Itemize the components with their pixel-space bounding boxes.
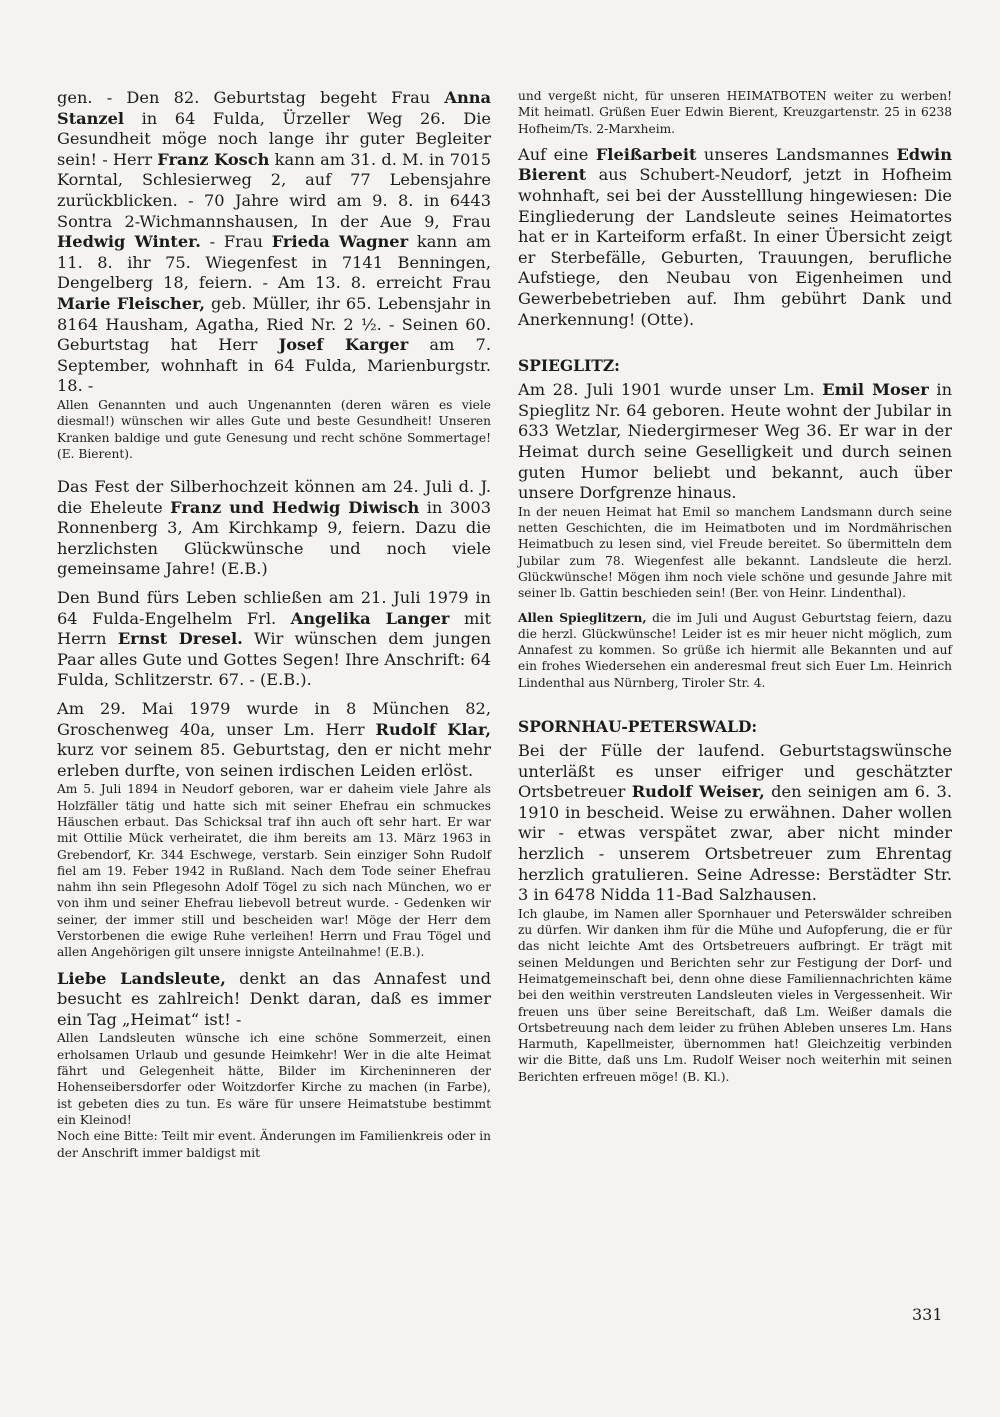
annafest-paragraph: Liebe Landsleute, denkt an das Annafest und besucht es zahlreich! Denkt daran, daß es immer ein Tag „Heimat“ ist! - (57, 968, 491, 1029)
section-heading-spieglitz: SPIEGLITZ: (518, 356, 620, 376)
obituary-paragraph: Am 29. Mai 1979 wurde in 8 München 82, Groschenweg 40a, unser Lm. Herr Rudolf Klar, kurz vor seinem 85. Geburtstag, den er nicht mehr erleben durfte, von seinen irdischen Leiden erlöst. (57, 699, 491, 780)
right-column (518, 88, 952, 1085)
wishes-paragraph: Allen Genannten und auch Ungenannten (deren wären es viele diesmal!) wünschen wir alles Gute und beste Gesundheit! Unseren Kranken baldige und gute Genesung und recht schöne Sommertage! (E. Bierent). (57, 397, 491, 461)
continuation-paragraph: und vergeßt nicht, für unseren HEIMATBOTEN weiter zu werben! Mit heimatl. Grüßen Euer Edwin Bierent, Kreuzgartenstr. 25 in 6238 Hofheim/Ts. 2-Marxheim. (518, 89, 952, 136)
spieglitzer-greeting-paragraph: Allen Spieglitzern, die im Juli und August Geburtstag feiern, dazu die herzl. Glückwünsche! Leider ist es mir heuer nicht möglich, zum Annafest zu kommen. So grüße ich hiermit alle Bekannten und auf ein frohes Wiedersehen ein anderesmal freut sich Euer Lm. Heinrich Lindenthal aus Nürnberg, Tiroler Str. 4. (518, 610, 952, 690)
section-heading-spornhau: SPORNHAU-PETERSWALD: (518, 717, 758, 737)
silver-wedding-paragraph: Das Fest der Silberhochzeit können am 24. Juli d. J. die Eheleute Franz und Hedwig Diwisch in 3003 Ronnenberg 3, Am Kirchkamp 9, feiern. Dazu die herzlichsten Glückwünsche und noch viele gemeinsame Jahre! (E.B.) (57, 477, 491, 579)
weiser-paragraph: Bei der Fülle der laufend. Geburtstagswünsche unterläßt es unser eifriger und geschätzter Ortsbetreuer Rudolf Weiser, den seinigen am 6. 3. 1910 in bescheid. Weise zu erwähnen. Daher wollen wir - etwas verspätet zwar, aber nicht minder herzlich - unserem Ortsbetreuer zum Ehrentag herzlich gratulieren. Seine Adresse: Berstädter Str. 3 in 6478 Nidda 11-Bad Salzhausen. (518, 741, 952, 905)
obituary-detail-paragraph: Am 5. Juli 1894 in Neudorf geboren, war er daheim viele Jahre als Holzfäller tätig und hatte sich mit seiner Ehefrau ein schmuckes Häuschen erbaut. Das Schicksal traf ihn auch oft sehr hart. Er war mit Ottilie Mück verheiratet, die ihm bereits am 13. März 1963 in Grebendorf, Kr. 344 Eschwege, verstarb. Sein einziger Sohn Rudolf fiel am 19. Feber 1942 in Rußland. Nach dem Tode seiner Ehefrau nahm ihn sein Pflegesohn Adolf Tögel zu sich nach München, wo er von ihm und seiner Ehefrau liebevoll betreut wurde. - Gedenken wir seiner, der immer still und bescheiden war! Möge der Herr dem Verstorbenen die ewige Ruhe verleihen! Herrn und Frau Tögel und allen Angehörigen gilt unsere innigste Anteilnahme! (E.B.). (57, 782, 491, 960)
moser-detail-paragraph: In der neuen Heimat hat Emil so manchem Landsmann durch seine netten Geschichten, die im Heimatboten und im Nordmährischen Heimatbuch zu lesen sind, viel Freude bereitet. So übermitteln dem Jubilar zum 78. Wiegenfest alle bekannt. Landsleute die herzl. Glückwünsche! Mögen ihm noch viele schöne und gesunde Jahre mit seiner lb. Gattin beschieden sein! (Ber. von Heinr. Lindenthal). (518, 504, 952, 601)
engagement-paragraph: Den Bund fürs Leben schließen am 21. Juli 1979 in 64 Fulda-Engelhelm Frl. Angelika Langer mit Herrn Ernst Dresel. Wir wünschen dem jungen Paar alles Gute und Gottes Segen! Ihre Anschrift: 64 Fulda, Schlitzerstr. 67. - (E.B.). (57, 588, 491, 690)
fleissarbeit-paragraph: Auf eine Fleißarbeit unseres Landsmannes Edwin Bierent aus Schubert-Neudorf, jetzt in Hofheim wohnhaft, sei bei der Ausstelllung hingewiesen: Die Eingliederung der Landsleute seines Heimatortes hat er in Karteiform erfaßt. In einer Übersicht zeigt er Sterbefälle, Geburten, Trauungen, berufliche Aufstiege, den Neubau von Eigenheimen und Gewerbebetrieben auf. Ihm gebührt Dank und Anerkennung! (Otte). (518, 144, 952, 329)
page-number: 331 (912, 1305, 943, 1324)
birthday-paragraph: gen. - Den 82. Geburtstag begeht Frau Anna Stanzel in 64 Fulda, Ürzeller Weg 26. Die Gesundheit möge noch lange ihr guter Begleiter sein! - Herr Franz Kosch kann am 31. d. M. in 7015 Korntal, Schlesierweg 2, auf 77 Lebensjahre zurückblicken. - 70 Jahre wird am 9. 8. in 6443 Sontra 2-Wichmannshausen, In der Aue 9, Frau Hedwig Winter. - Frau Frieda Wagner kann am 11. 8. ihr 75. Wiegenfest in 7141 Benningen, Dengelberg 18, feiern. - Am 13. 8. erreicht Frau Marie Fleischer, geb. Müller, ihr 65. Lebensjahr in 8164 Hausham, Agatha, Ried Nr. 2 ½. - Seinen 60. Geburtstag hat Herr Josef Karger am 7. September, wohnhaft in 64 Fulda, Marienburgstr. 18. - (57, 88, 492, 396)
weiser-detail-paragraph: Ich glaube, im Namen aller Spornhauer und Peterswälder schreiben zu dürfen. Wir danken ihm für die Mühe und Aufopferung, die er für das nicht leichte Amt des Ortsbetreuers aufbringt. Er trägt mit seinen Meldungen und Berichten sehr zur Festigung der Dorf- und Heimatgemeinschaft bei, denn ohne diese Familiennachrichten käme bei den weithin verstreuten Landsleuten vieles in Vergessenheit. Wir freuen uns über seine Bereitschaft, daß Lm. Weißer damals die Ortsbetreuung nach dem leider zu frühen Ableben unseres Lm. Hans Harmuth, Kapellmeister, übernommen hat! Gleichzeitig verbinden wir die Bitte, daß uns Lm. Rudolf Weiser noch weiterhin mit seinen Berichten erfreuen möge! (B. Kl.). (518, 906, 952, 1084)
summer-wishes-paragraph: Allen Landsleuten wünsche ich eine schöne Sommerzeit, einen erholsamen Urlaub und gesunde Heimkehr! Wer in die alte Heimat fährt und Gelegenheit hätte, Bilder im Kircheninneren der Hohenseibersdorfer oder Woitzdorfer Kirche zu machen (in Farbe), ist gebeten dies zu tun. Es wäre für unsere Heimatstube bestimmt ein Kleinod! (57, 1031, 491, 1127)
request-paragraph: Noch eine Bitte: Teilt mir event. Änderungen im Familienkreis oder in der Anschrift immer baldigst mit (57, 1129, 491, 1160)
left-column (57, 88, 491, 1161)
moser-paragraph: Am 28. Juli 1901 wurde unser Lm. Emil Moser in Spieglitz Nr. 64 geboren. Heute wohnt der Jubilar in 633 Wetzlar, Niedergirmeser Weg 36. Er war in der Heimat durch seine Geselligkeit und durch seinen guten Humor beliebt und bekannt, auch über unsere Dorfgrenze hinaus. (518, 380, 952, 503)
